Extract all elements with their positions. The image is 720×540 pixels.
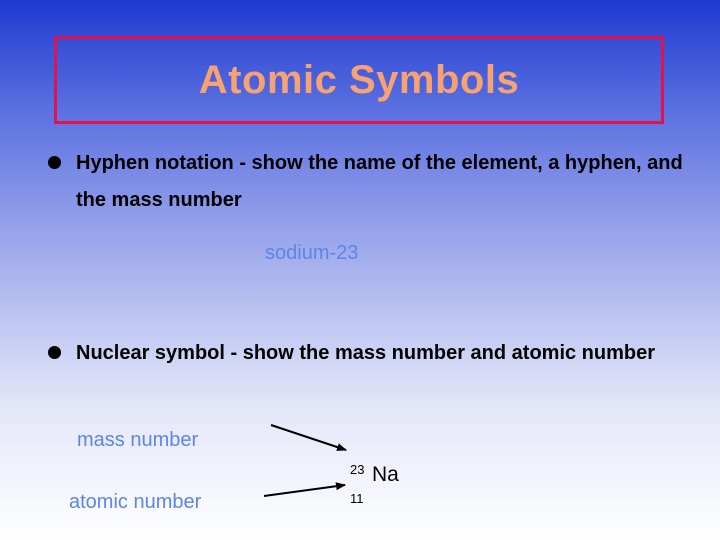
mass-number-arrow [271, 425, 346, 450]
bullet-text: Nuclear symbol - show the mass number and atomic number [76, 342, 656, 364]
hyphen-example: sodium-23 [265, 242, 359, 264]
bullet-text: Hyphen notation - show the name of the element, a hyphen, and the mass number [76, 152, 683, 211]
atomic-number-label: atomic number [69, 491, 202, 513]
mass-number-value: 23 [350, 462, 365, 477]
atomic-number-arrow [264, 485, 345, 496]
atomic-number-value: 11 [350, 491, 364, 506]
element-symbol: Na [372, 463, 399, 486]
slide-title: Atomic Symbols [198, 57, 520, 102]
mass-number-label: mass number [77, 429, 199, 451]
